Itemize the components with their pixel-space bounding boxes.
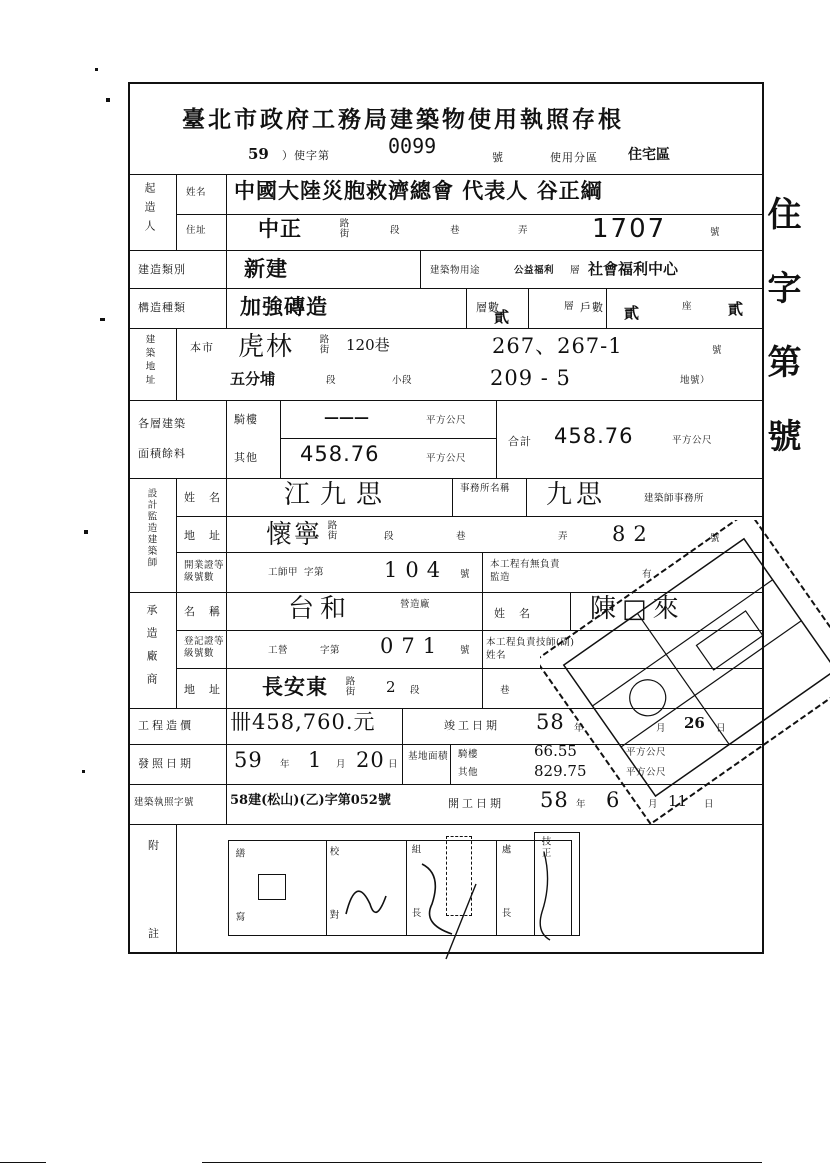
units-value-2: 貳 [728, 300, 744, 318]
site-lane: 120巷 [346, 336, 390, 354]
issue-month: 1 [308, 748, 323, 772]
applicant-addr-street: 中正 [258, 216, 302, 241]
base-other-value: 829.75 [534, 762, 587, 780]
contractor-duan: 段 [410, 685, 421, 696]
contractor-addr-label: 地址 [184, 683, 234, 696]
designer-section: 設計監造建築師 [145, 488, 157, 569]
area-total-value: 458.76 [554, 424, 634, 448]
area-other-unit: 平方公尺 [426, 453, 467, 464]
year-prefix: 59 [248, 145, 269, 163]
designer-hao: 號 [710, 533, 721, 544]
done-date-day: 26 [684, 714, 705, 732]
permit-label: 建築執照字號 [134, 797, 195, 808]
applicant-duan: 段 [390, 225, 401, 236]
contractor-section: 承造廠商 [145, 604, 158, 696]
contractor-name-label: 名稱 [184, 605, 234, 618]
start-month: 6 [606, 788, 621, 812]
start-day: 11 [668, 792, 688, 810]
speck [84, 530, 88, 534]
floors-unit: 層 [564, 301, 575, 312]
start-year: 58 [540, 788, 569, 812]
site-xiao-duan: 小段 [392, 375, 413, 386]
build-type-value: 新建 [244, 256, 288, 281]
base-other-unit: 平方公尺 [626, 767, 667, 778]
area-arcade-label: 騎樓 [234, 413, 258, 426]
designer-addr-no: 82 [612, 522, 655, 546]
zone-value: 住宅區 [628, 147, 670, 163]
base-arcade-unit: 平方公尺 [626, 747, 667, 758]
designer-license-no: 104 [384, 558, 449, 582]
contractor-name-value: 台和 [288, 594, 353, 624]
structure-label: 構造種類 [138, 301, 186, 314]
zone-label: 使用分區 [550, 151, 598, 164]
area-arcade-unit: 平方公尺 [426, 415, 467, 426]
contractor-reg-word: 字第 [320, 645, 341, 656]
issue-label: 發照日期 [138, 757, 194, 770]
floors-value: 貳 [494, 308, 510, 326]
designer-addr-street: 懷寧 [266, 520, 323, 550]
contractor-reg-hao: 號 [460, 645, 471, 656]
designer-road: 路街 [325, 520, 337, 540]
permit-hao: 號 [492, 151, 504, 164]
done-year-unit: 年 [574, 723, 585, 734]
build-use-stamp: 公益福利 [514, 265, 555, 276]
contractor-reg-prefix: 工營 [268, 645, 289, 656]
area-label-2: 面積餘料 [138, 447, 186, 460]
designer-license-prefix: 工師甲 [268, 567, 299, 578]
units-unit: 座 [682, 301, 693, 312]
site-road-unit: 路街 [317, 334, 329, 354]
base-arcade-label: 騎樓 [458, 749, 479, 760]
site-duan: 段 [326, 375, 337, 386]
contractor-reg-no: 071 [380, 634, 445, 658]
signature-scribbles-icon [326, 844, 566, 964]
sign-cell-1: 繕寫 [233, 848, 245, 975]
applicant-name-label: 姓名 [186, 187, 207, 198]
contractor-addr-duan: 2 [386, 678, 396, 696]
site-city: 本市 [190, 341, 214, 354]
designer-office-label: 事務所名稱 [460, 483, 511, 494]
designer-xiang: 巷 [456, 531, 467, 542]
base-arcade-value: 66.55 [534, 742, 577, 760]
applicant-name-value: 中國大陸災胞救濟總會 代表人 谷正綱 [234, 178, 603, 203]
form-title: 臺北市政府工務局建築物使用執照存根 [182, 106, 624, 133]
designer-duan: 段 [384, 531, 395, 542]
designer-license-label: 開業證等級號數 [184, 560, 225, 584]
start-day-unit: 日 [704, 799, 715, 810]
units-value: 貳 [624, 304, 640, 322]
build-use-value: 社會福利中心 [588, 260, 679, 278]
sign-cell-5: 技正 [539, 836, 551, 859]
sign-cell-2: 校對 [327, 846, 339, 973]
base-area-label: 基地面積 [408, 751, 449, 762]
build-use-floor: 層 [570, 265, 581, 276]
area-total-label: 合計 [508, 435, 532, 448]
done-month-unit: 月 [656, 723, 667, 734]
sign-cell-3: 組長 [409, 844, 421, 971]
applicant-nong: 弄 [518, 225, 529, 236]
floors-label: 層數 [476, 301, 500, 314]
sign-cell-4: 處長 [499, 844, 511, 971]
units-label: 戶數 [580, 301, 604, 314]
site-hao: 號 [712, 345, 723, 356]
area-total-unit: 平方公尺 [672, 435, 713, 446]
cost-value: 卌458,760.元 [230, 710, 376, 734]
contractor-person-value: 陳□來 [590, 594, 685, 624]
designer-supervise-value: 有 [642, 569, 653, 580]
area-label-1: 各層建築 [138, 417, 186, 430]
overlap-stamp-icon [540, 520, 830, 860]
designer-nong: 弄 [558, 531, 569, 542]
contractor-addr-street: 長安東 [262, 674, 328, 699]
start-month-unit: 月 [648, 799, 659, 810]
speck [95, 68, 98, 71]
applicant-addr-no: 1707 [592, 214, 667, 244]
speck [106, 98, 110, 102]
contractor-xiang: 巷 [500, 685, 511, 696]
designer-office-suffix: 建築師事務所 [644, 493, 705, 504]
designer-name-label: 姓名 [184, 491, 234, 504]
contractor-tech-label: 本工程負責技師(副)姓名 [486, 637, 575, 662]
applicant-xiang: 巷 [450, 225, 461, 236]
site-road: 虎林 [238, 332, 295, 362]
permit-value: 58建(松山)(乙)字第052號 [230, 793, 391, 808]
applicant-hao: 號 [710, 227, 721, 238]
permit-number: 0099 [388, 134, 437, 158]
notes-label-bottom: 註 [148, 927, 160, 940]
contractor-person-label: 姓名 [494, 607, 544, 620]
applicant-addr-label: 住址 [186, 225, 207, 236]
contractor-name-suffix: 營造廠 [400, 599, 431, 610]
designer-name-value: 江九思 [284, 480, 393, 510]
area-other-value: 458.76 [300, 442, 380, 466]
speck [100, 318, 105, 321]
speck [82, 770, 85, 773]
issue-day-unit: 日 [388, 759, 399, 770]
designer-license-word: 字第 [304, 567, 325, 578]
designer-license-hao: 號 [460, 569, 471, 580]
permit-word: ）使字第 [282, 149, 330, 162]
seal-stamp-icon [258, 874, 286, 900]
site-no: 267、267-1 [492, 334, 623, 358]
start-date-label: 開工日期 [448, 797, 504, 810]
structure-value: 加強磚造 [240, 294, 328, 319]
designer-supervise-label: 本工程有無負責監造 [490, 559, 561, 584]
done-date-year: 58 [536, 710, 565, 734]
site-lot-label: 地號） [680, 375, 711, 386]
base-other-label: 其他 [458, 767, 479, 778]
build-type-label: 建造類別 [138, 263, 186, 276]
applicant-road: 路街 [337, 218, 349, 238]
side-edge-text: 住字第號 [761, 196, 801, 492]
contractor-reg-label: 登記證等級號數 [184, 636, 225, 660]
issue-year-unit: 年 [280, 759, 291, 770]
done-day-unit: 日 [716, 723, 727, 734]
designer-addr-label: 地址 [184, 529, 234, 542]
build-use-label: 建築物用途 [430, 265, 481, 276]
done-date-label: 竣工日期 [444, 719, 500, 732]
issue-year: 59 [234, 748, 263, 772]
site-duan-name: 五分埔 [230, 370, 276, 388]
contractor-road: 路街 [343, 676, 355, 696]
notes-label-top: 附 [148, 839, 160, 852]
issue-month-unit: 月 [336, 759, 347, 770]
cost-label: 工程造價 [138, 719, 194, 732]
site-lot: 209 - 5 [490, 366, 571, 390]
site-label: 建築地址 [143, 334, 155, 388]
designer-office-value: 九思 [546, 480, 607, 510]
issue-day: 20 [356, 748, 385, 772]
area-arcade-value: ——— [324, 408, 369, 426]
area-other-label: 其他 [234, 451, 258, 464]
start-year-unit: 年 [576, 799, 587, 810]
applicant-section: 起造人 [143, 182, 156, 239]
